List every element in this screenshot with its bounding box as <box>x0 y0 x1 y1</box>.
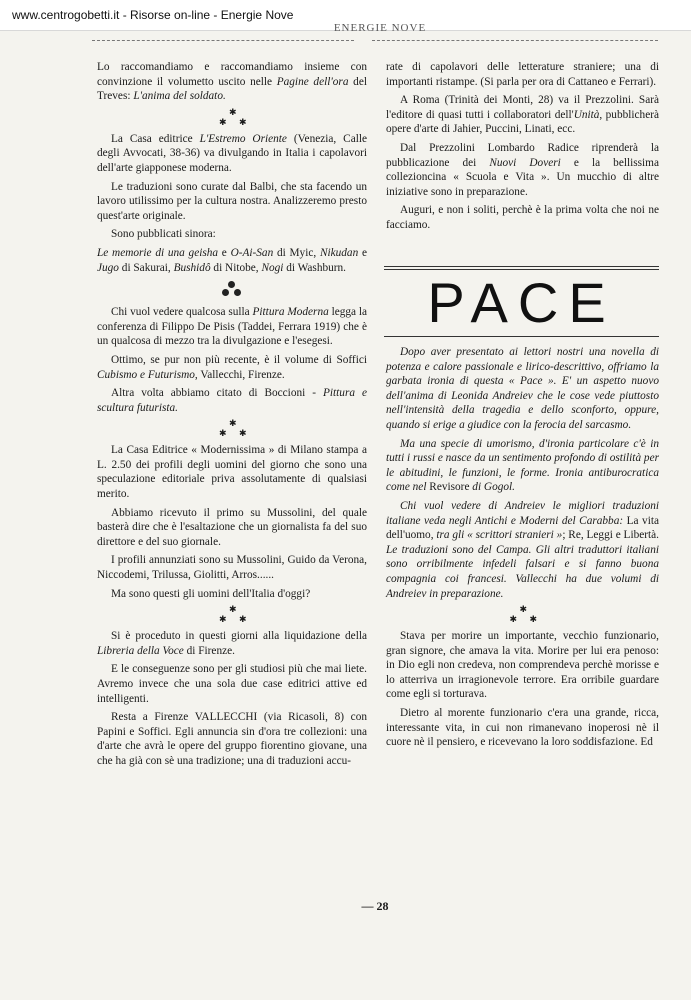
story-title: PACE <box>427 271 616 334</box>
italic-text-run: di Gogol. <box>469 481 515 494</box>
italic-text-run: Nogi <box>261 261 284 274</box>
section-separator-stars <box>217 419 247 441</box>
italic-text-run: O-Ai-San <box>230 246 274 259</box>
text-run: del Treves: <box>97 75 367 103</box>
italic-text-run: Unità <box>573 108 600 121</box>
section-separator-stars <box>508 605 538 627</box>
star-icon: ✱ <box>239 614 247 625</box>
paragraph <box>97 180 367 224</box>
italic-text-run: Le memorie di una geisha <box>97 246 219 259</box>
dot-icon <box>222 289 229 296</box>
star-icon: ✱ <box>229 418 237 429</box>
left-column <box>97 60 367 769</box>
paragraph <box>386 93 659 137</box>
italic-text-run: Pagine dell'ora <box>276 75 349 88</box>
story-paragraph <box>386 629 659 702</box>
italic-text-run: Le traduzioni sono del Campa. Gli altri traduttori italiani sono orribilmente infedeli falsari e si fanno buona compagnia coi francesi. Vallecchi ha due volumi di Andreiev in preparazione. <box>386 543 659 600</box>
text-run: rate di capolavori delle letterature straniere; una di importanti ristampe. (Si parla per ora di Cattaneo e Ferrari). <box>386 61 659 88</box>
paragraph <box>97 629 367 658</box>
paragraph <box>97 587 367 602</box>
intro-paragraph <box>386 345 659 433</box>
star-icon: ✱ <box>239 116 247 127</box>
italic-text-run: Chi vuol vedere di Andreiev le migliori traduzioni italiane veda negli Antichi e Moderni del Carabba: <box>386 499 659 527</box>
text-run: Resta a Firenze VALLECCHI (via Ricasoli, 8) con Papini e Soffici. Egli annuncia sin d'ora tre collezioni: una d'arte che avrà le opere del gruppo fiorentino giovane, una che ha già con sè una tradizione; una di traduzioni accu- <box>97 711 367 767</box>
star-icon: ✱ <box>229 604 237 615</box>
italic-text-run: Dopo aver presentato ai lettori nostri una novella di potenza e calore passionale e lirico-descrittivo, offriamo la garbata ironia di questa « Pace ». E' un aspetto nuovo dell'anima di Leonida Andreiev che le cose vede piuttosto nell'intensità della tragedia e dello sconforto, oppure, quando si erige a giudice con la ferocia del sarcasmo. <box>386 346 659 431</box>
star-icon: ✱ <box>239 428 247 439</box>
paragraph <box>97 553 367 582</box>
section-separator-dots <box>217 281 247 301</box>
text-run: La vita dell'uomo, <box>386 514 659 542</box>
paragraph <box>97 60 367 104</box>
italic-text-run: Nuovi Doveri <box>489 156 561 169</box>
paragraph <box>97 386 367 415</box>
star-icon: ✱ <box>219 428 227 439</box>
text-run: (Venezia, Calle degli Avvocati, 38-36) va divulgando in Italia i capolavori dell'arte giapponese moderna. <box>97 132 368 174</box>
text-run: I profili annunziati sono su Mussolini, Guido da Verona, Niccodemi, Trilussa, Giolitti, Arros...... <box>97 554 367 582</box>
text-run: Dietro al morente funzionario c'era una grande, ricca, interessante vita, in cui non rimanevano inoperosi nè il cuore nè il pensiero, e ricevevano la loro soddisfazione. Ed <box>386 707 659 749</box>
star-icon: ✱ <box>229 106 237 117</box>
italic-text-run: Libreria della Voce <box>97 644 184 657</box>
web-header-text[interactable]: www.centrogobetti.it - Risorse on-line - Energie Nove <box>12 8 294 22</box>
text-run: Ma sono questi gli uomini dell'Italia d'oggi? <box>111 587 311 600</box>
text-run: Ottimo, se pur non più recente, è il volume di Soffici <box>111 353 367 366</box>
paragraph <box>386 203 659 232</box>
top-rule-left <box>92 40 354 41</box>
text-run: Stava per morire un importante, vecchio funzionario, gran signore, che amava la vita. Morire per lui era penoso: in Dio egli non credeva, non comprendeva perchè morisse e lo atterriva un irragionevole terrore. Era orribile guardare come egli si torturava. <box>386 630 659 701</box>
italic-text-run: L'Estremo Oriente <box>199 132 287 145</box>
text-run: Abbiamo ricevuto il primo su Mussolini, del quale basterà dire che è l'esaltazione che un giornalista fa del suo direttore e del suo giornale. <box>97 506 367 548</box>
text-run: e <box>358 246 367 259</box>
paragraph <box>97 305 367 349</box>
text-run: di Nitobe, <box>210 261 262 274</box>
intro-paragraph <box>386 437 659 495</box>
text-run: La Casa editrice <box>111 132 200 145</box>
text-run: La Casa Editrice « Modernissima » di Milano stampa a L. 2.50 dei profili degli uomini del giorno che sono una speculazione editoriale priva assolutamente di qualsiasi merito. <box>97 444 367 501</box>
title-rule-top <box>384 266 659 267</box>
text-run: di Firenze. <box>183 644 235 657</box>
text-run: Si è proceduto in questi giorni alla liquidazione della <box>111 630 367 643</box>
text-run: legga la conferenza di Filippo De Pisis (Taddei, Ferrara 1919) che è un qualcosa di mezzo tra la divulgazione e l'esegesi. <box>97 306 368 348</box>
text-run: ; Re, Leggi e Libertà. <box>562 529 659 542</box>
star-icon: ✱ <box>509 614 518 625</box>
section-separator-stars <box>217 108 247 130</box>
text-run: Dal Prezzolini Lombardo Radice riprenderà la pubblicazione dei <box>386 141 659 169</box>
right-column <box>386 60 659 233</box>
text-run: Revisore <box>429 481 470 494</box>
star-icon: ✱ <box>529 614 538 625</box>
paragraph <box>386 60 659 89</box>
star-icon: ✱ <box>219 614 227 625</box>
text-run: , pubblicherà opere d'arte di Jahier, Puccini, Linati, ecc. <box>386 108 659 136</box>
paragraph <box>97 227 367 242</box>
pace-story <box>386 345 659 750</box>
paragraph <box>97 662 367 706</box>
text-run: di Washburn. <box>283 261 347 274</box>
intro-paragraph <box>386 499 659 601</box>
text-run: Le traduzioni sono curate dal Balbi, che sta facendo un lavoro utilissimo per la cultura nostra. Analizzeremo presto quest'arte originale. <box>97 180 367 222</box>
italic-text-run: Nikudan <box>319 246 359 259</box>
paragraph <box>97 506 367 550</box>
paragraph <box>97 443 367 501</box>
paragraph <box>97 353 367 382</box>
italic-text-run: L'anima del soldato. <box>133 90 226 103</box>
italic-text-run: Jugo <box>97 261 119 274</box>
page-number: — 28 <box>361 899 389 913</box>
text-run: E le conseguenze sono per gli studiosi più che mai liete. Avremo invece che una sola due case editrici attive ed intelligenti. <box>97 663 367 705</box>
text-run: , Vallecchi, Firenze. <box>194 368 285 381</box>
italic-text-run: Cubismo e Futurismo <box>97 368 195 381</box>
paragraph <box>97 710 367 768</box>
text-run: di Sakurai, <box>118 261 174 274</box>
dot-icon <box>228 281 235 288</box>
title-rule-top-double <box>384 269 659 270</box>
paragraph <box>97 246 367 275</box>
star-icon: ✱ <box>219 116 227 127</box>
top-rule-right <box>372 40 658 41</box>
paragraph <box>386 141 659 199</box>
text-run: di Myic, <box>273 246 320 259</box>
italic-text-run: Pittura e scultura futurista. <box>97 387 367 414</box>
text-run: Chi vuol vedere qualcosa sulla <box>111 306 253 319</box>
italic-text-run: Ma una specie di umorismo, d'ironia particolare c'è in tutti i russi e nasce da un sentimento profondo di ostilità per le abitudini, le funzioni, le forme. Ironia antiburocratica come nel <box>386 437 659 494</box>
italic-text-run: Bushidô <box>173 261 211 274</box>
star-icon: ✱ <box>519 604 528 615</box>
running-head: ENERGIE NOVE <box>333 22 427 34</box>
section-separator-stars <box>217 605 247 627</box>
text-run: Lo raccomandiamo e raccomandiamo insieme con convinzione il volumetto uscito nelle <box>97 61 367 88</box>
text-run: e <box>218 246 231 259</box>
italic-text-run: Pittura Moderna <box>252 306 329 319</box>
text-run: e la bellissima colleziоncina « Scuola e Vita ». Un mucchio di altre iniziative sono in preparazione. <box>386 156 659 198</box>
text-run: Sono pubblicati sinora: <box>111 228 216 241</box>
story-paragraph <box>386 706 659 750</box>
title-rule-bottom <box>384 336 659 337</box>
text-run: Altra volta abbiamo citato di Boccioni - <box>111 387 323 400</box>
text-run: Auguri, e non i soliti, perchè è la prima volta che noi ne facciamo. <box>386 204 659 231</box>
dot-icon <box>234 289 241 296</box>
text-run: A Roma (Trinità dei Monti, 28) va il Prezzolini. Sarà l'editore di quasi tutti i collaboratori dell' <box>386 94 659 121</box>
paragraph <box>97 132 367 176</box>
italic-text-run: tra gli « scrittori stranieri » <box>436 529 563 542</box>
